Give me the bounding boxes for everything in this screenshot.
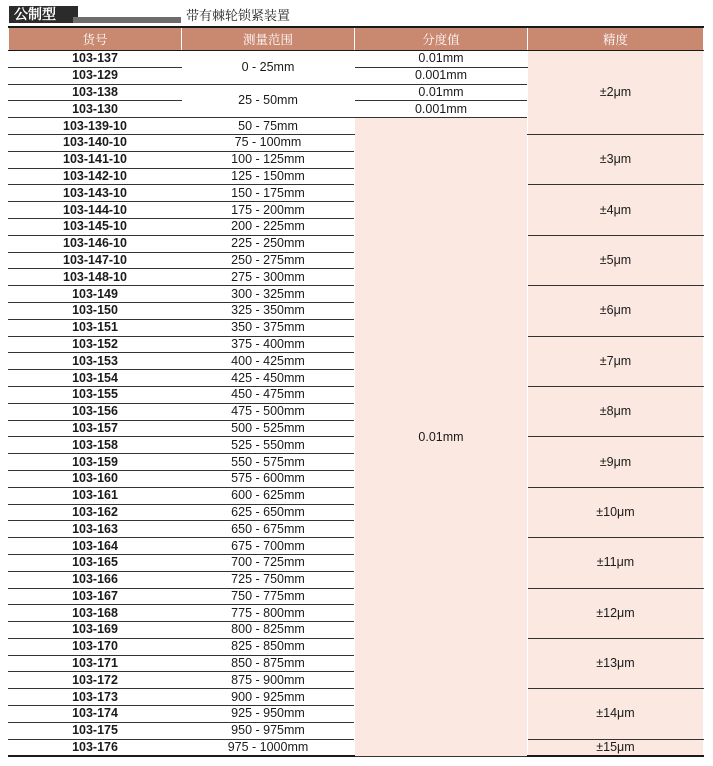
range-cell: 400 - 425mm — [182, 353, 355, 370]
model-cell: 103-130 — [9, 101, 182, 118]
col-header-range: 测量范围 — [182, 27, 355, 51]
model-cell: 103-158 — [9, 437, 182, 454]
model-cell: 103-138 — [9, 84, 182, 101]
model-cell: 103-142-10 — [9, 168, 182, 185]
model-cell: 103-168 — [9, 605, 182, 622]
model-cell: 103-176 — [9, 739, 182, 756]
range-cell: 925 - 950mm — [182, 706, 355, 723]
model-cell: 103-164 — [9, 538, 182, 555]
table-body — [9, 51, 704, 757]
model-cell: 103-163 — [9, 521, 182, 538]
range-cell: 175 - 200mm — [182, 202, 355, 219]
range-cell: 775 - 800mm — [182, 605, 355, 622]
model-cell: 103-174 — [9, 706, 182, 723]
model-cell: 103-147-10 — [9, 252, 182, 269]
range-cell: 125 - 150mm — [182, 168, 355, 185]
model-cell: 103-154 — [9, 370, 182, 387]
model-cell: 103-144-10 — [9, 202, 182, 219]
range-cell: 500 - 525mm — [182, 420, 355, 437]
model-cell: 103-149 — [9, 286, 182, 303]
accuracy-cell: ±7μm — [528, 336, 704, 386]
model-cell: 103-141-10 — [9, 151, 182, 168]
model-cell: 103-165 — [9, 554, 182, 571]
range-cell: 375 - 400mm — [182, 336, 355, 353]
model-cell: 103-157 — [9, 420, 182, 437]
col-header-accuracy: 精度 — [528, 27, 704, 51]
accuracy-cell: ±2μm — [528, 51, 704, 135]
accuracy-cell: ±3μm — [528, 134, 704, 184]
accuracy-cell: ±11μm — [528, 538, 704, 588]
range-cell: 725 - 750mm — [182, 571, 355, 588]
range-cell: 600 - 625mm — [182, 487, 355, 504]
model-cell: 103-170 — [9, 638, 182, 655]
range-cell: 675 - 700mm — [182, 538, 355, 555]
range-cell: 350 - 375mm — [182, 319, 355, 336]
accuracy-cell: ±12μm — [528, 588, 704, 638]
range-cell: 550 - 575mm — [182, 454, 355, 471]
section-tag: 公制型 — [9, 6, 78, 23]
range-cell: 700 - 725mm — [182, 554, 355, 571]
col-header-model: 货号 — [9, 27, 182, 51]
model-cell: 103-160 — [9, 470, 182, 487]
range-cell: 950 - 975mm — [182, 722, 355, 739]
section-subtitle: 带有棘轮锁紧装置 — [186, 8, 291, 23]
range-cell: 650 - 675mm — [182, 521, 355, 538]
range-cell: 575 - 600mm — [182, 470, 355, 487]
accuracy-cell: ±14μm — [528, 689, 704, 739]
graduation-cell: 0.01mm — [355, 118, 528, 757]
accuracy-cell: ±6μm — [528, 286, 704, 336]
range-cell: 825 - 850mm — [182, 638, 355, 655]
header-rule — [73, 17, 181, 23]
accuracy-cell: ±15μm — [528, 739, 704, 756]
range-cell: 75 - 100mm — [182, 134, 355, 151]
range-cell: 800 - 825mm — [182, 622, 355, 639]
graduation-cell: 0.01mm — [355, 51, 528, 68]
model-cell: 103-167 — [9, 588, 182, 605]
range-cell: 475 - 500mm — [182, 403, 355, 420]
range-cell: 200 - 225mm — [182, 218, 355, 235]
accuracy-cell: ±10μm — [528, 487, 704, 537]
accuracy-cell: ±8μm — [528, 386, 704, 436]
accuracy-cell: ±9μm — [528, 437, 704, 487]
model-cell: 103-152 — [9, 336, 182, 353]
range-cell: 225 - 250mm — [182, 235, 355, 252]
model-cell: 103-153 — [9, 353, 182, 370]
model-cell: 103-172 — [9, 672, 182, 689]
range-cell: 100 - 125mm — [182, 151, 355, 168]
model-cell: 103-150 — [9, 302, 182, 319]
table-row — [9, 51, 704, 68]
range-cell: 875 - 900mm — [182, 672, 355, 689]
model-cell: 103-137 — [9, 51, 182, 68]
range-cell: 750 - 775mm — [182, 588, 355, 605]
model-cell: 103-173 — [9, 689, 182, 706]
graduation-cell: 0.001mm — [355, 101, 528, 118]
range-cell: 0 - 25mm — [182, 51, 355, 85]
range-cell: 975 - 1000mm — [182, 739, 355, 756]
range-cell: 850 - 875mm — [182, 655, 355, 672]
table-header-row — [9, 27, 704, 51]
model-cell: 103-175 — [9, 722, 182, 739]
range-cell: 150 - 175mm — [182, 185, 355, 202]
accuracy-cell: ±13μm — [528, 638, 704, 688]
graduation-cell: 0.01mm — [355, 84, 528, 101]
model-cell: 103-140-10 — [9, 134, 182, 151]
model-cell: 103-156 — [9, 403, 182, 420]
model-cell: 103-169 — [9, 622, 182, 639]
model-cell: 103-129 — [9, 67, 182, 84]
model-cell: 103-159 — [9, 454, 182, 471]
range-cell: 525 - 550mm — [182, 437, 355, 454]
model-cell: 103-155 — [9, 386, 182, 403]
model-cell: 103-143-10 — [9, 185, 182, 202]
section-header — [9, 6, 709, 25]
accuracy-cell: ±5μm — [528, 235, 704, 285]
model-cell: 103-151 — [9, 319, 182, 336]
accuracy-cell: ±4μm — [528, 185, 704, 235]
col-header-graduation: 分度值 — [355, 27, 528, 51]
range-cell: 275 - 300mm — [182, 269, 355, 286]
model-cell: 103-145-10 — [9, 218, 182, 235]
range-cell: 425 - 450mm — [182, 370, 355, 387]
range-cell: 900 - 925mm — [182, 689, 355, 706]
model-cell: 103-166 — [9, 571, 182, 588]
range-cell: 250 - 275mm — [182, 252, 355, 269]
spec-table — [8, 26, 704, 757]
graduation-cell: 0.001mm — [355, 67, 528, 84]
model-cell: 103-161 — [9, 487, 182, 504]
model-cell: 103-146-10 — [9, 235, 182, 252]
model-cell: 103-162 — [9, 504, 182, 521]
model-cell: 103-139-10 — [9, 118, 182, 135]
model-cell: 103-171 — [9, 655, 182, 672]
range-cell: 325 - 350mm — [182, 302, 355, 319]
model-cell: 103-148-10 — [9, 269, 182, 286]
range-cell: 450 - 475mm — [182, 386, 355, 403]
range-cell: 300 - 325mm — [182, 286, 355, 303]
range-cell: 50 - 75mm — [182, 118, 355, 135]
range-cell: 625 - 650mm — [182, 504, 355, 521]
range-cell: 25 - 50mm — [182, 84, 355, 118]
